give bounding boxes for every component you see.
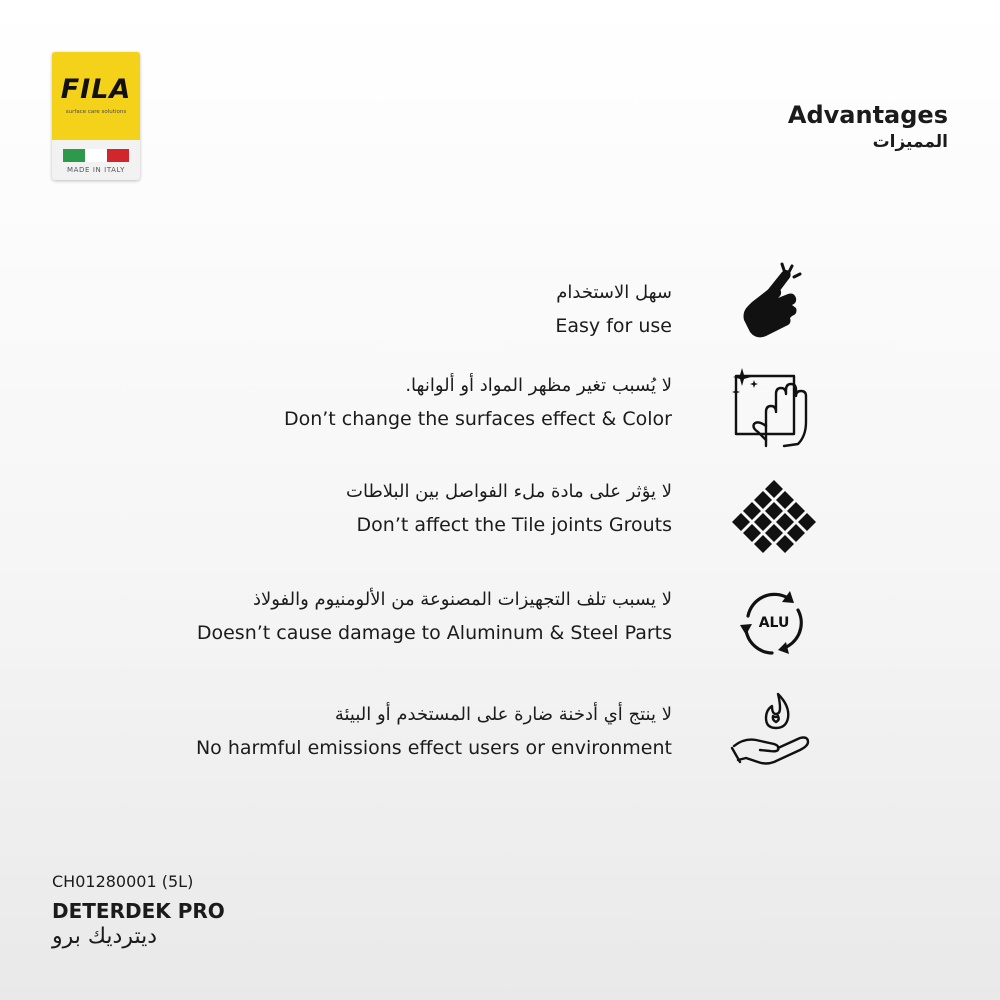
- product-name: DETERDEK PRO: [52, 899, 225, 923]
- advantage-text-ar: لا يُسبب تغير مظهر المواد أو ألوانها.: [405, 375, 672, 396]
- advantage-item: [72, 480, 672, 537]
- advantages-title-en: Advantages: [787, 101, 948, 129]
- advantage-text-en: Don’t affect the Tile joints Grouts: [356, 514, 672, 536]
- alu-recycle-icon: [726, 580, 822, 664]
- hand-snap-icon: [726, 258, 822, 342]
- advantage-item: [72, 703, 672, 760]
- advantage-text-en: Don’t change the surfaces effect & Color: [283, 408, 672, 430]
- italian-flag-icon: [63, 149, 129, 162]
- product-info: [52, 872, 225, 950]
- advantage-item: [72, 374, 672, 431]
- logo-wordmark: FILA: [60, 74, 132, 105]
- advantage-text-en: No harmful emissions effect users or environment: [195, 737, 672, 759]
- hand-flame-icon: [726, 688, 822, 772]
- advantage-text-en: Doesn’t cause damage to Aluminum & Steel Parts: [196, 622, 672, 644]
- advantage-text-ar: لا ينتج أي أدخنة ضارة على المستخدم أو البيئة: [334, 704, 672, 725]
- alu-icon-label: ALU: [758, 615, 790, 631]
- advantage-item: [72, 588, 672, 645]
- tile-grid-icon: [726, 472, 822, 556]
- advantage-text-ar: لا يسبب تلف التجهيزات المصنوعة من الألومنيوم والفولاذ: [252, 589, 672, 610]
- advantage-item: [72, 281, 672, 338]
- logo-tagline: surface care solutions: [65, 109, 127, 115]
- product-name-ar: ديترديك برو: [52, 924, 158, 949]
- product-code: CH01280001 (5L): [52, 872, 194, 891]
- advantage-text-en: Easy for use: [555, 315, 672, 337]
- wipe-surface-icon: [726, 366, 822, 450]
- made-in-italy-label: MADE IN ITALY: [66, 166, 126, 174]
- logo-yellow-panel: [52, 52, 140, 140]
- brand-logo: [52, 52, 140, 180]
- advantages-title-ar: المميزات: [872, 132, 948, 152]
- advantage-text-ar: لا يؤثر على مادة ملء الفواصل بين البلاطات: [346, 481, 672, 502]
- advantage-text-ar: سهل الاستخدام: [556, 282, 672, 303]
- advantages-header: [788, 100, 948, 154]
